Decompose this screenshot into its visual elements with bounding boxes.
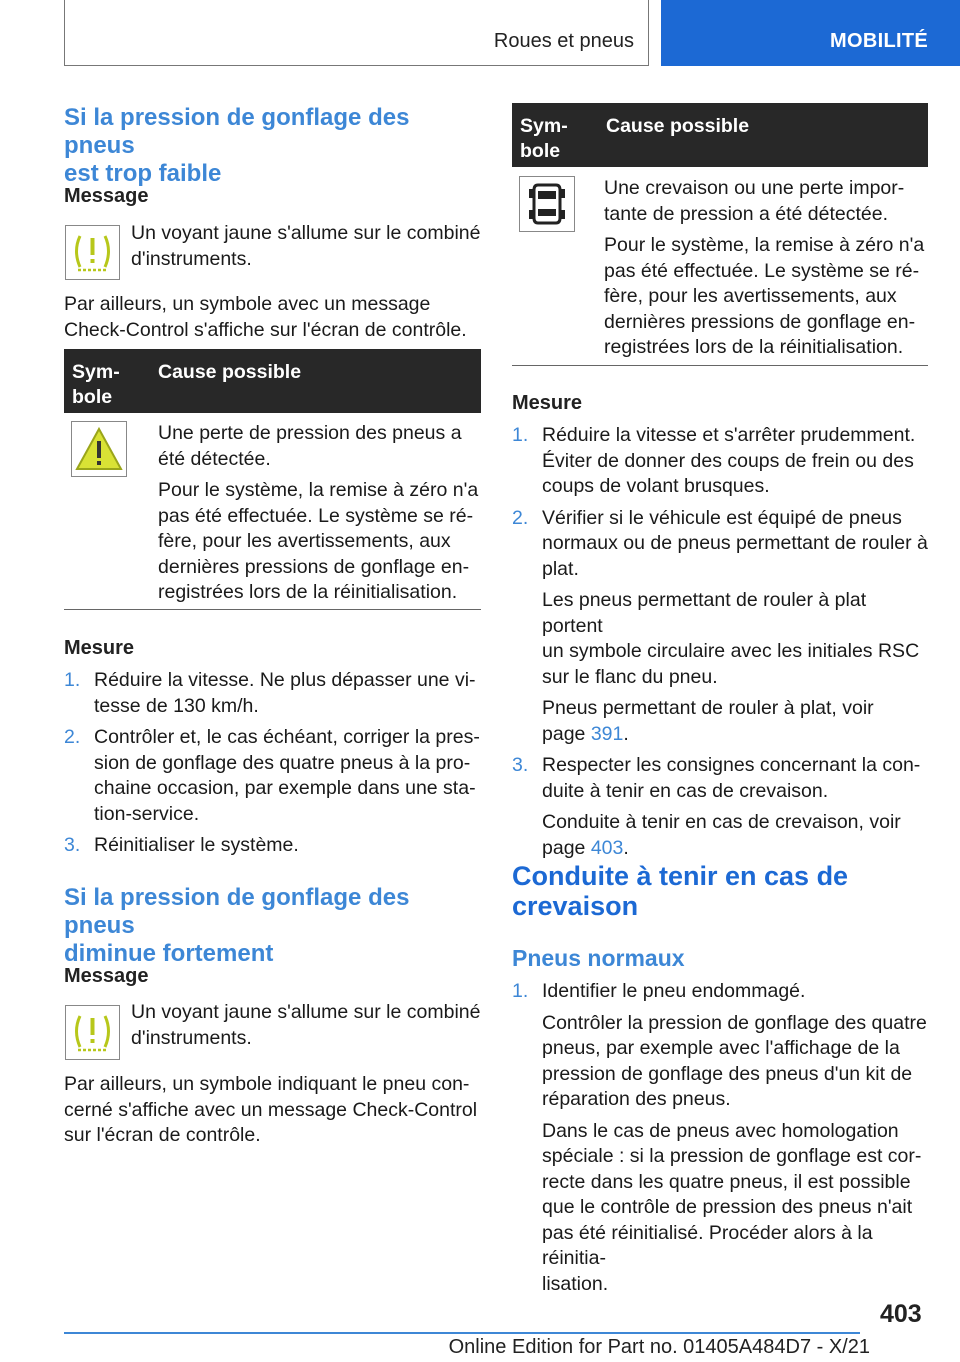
text-line: d'instruments.: [131, 247, 252, 270]
text-line: Éviter de donner des coups de frein ou des: [542, 449, 914, 472]
step-paragraph: [542, 1119, 932, 1298]
punctuation: .: [623, 722, 629, 745]
heading-pressure-low: [64, 104, 484, 188]
message-text: [131, 221, 481, 272]
text-line: page: [542, 836, 586, 859]
heading-flat-tire-procedure: [512, 861, 932, 921]
cause-paragraph: [604, 176, 928, 227]
table-bottom-rule: [64, 609, 481, 610]
heading-line: Si la pression de gonflage des pneus: [64, 104, 410, 159]
column-header-symbol: [520, 114, 590, 164]
text-line: que le contrôle de pression des pneus n'ait: [542, 1196, 913, 1218]
text-line: Réduire la vitesse. Ne plus dépasser une vi-: [94, 669, 476, 691]
text-line: page: [542, 722, 586, 745]
footer-rule: [64, 1332, 860, 1334]
header-chapter-tab[interactable]: [661, 0, 960, 66]
punctuation: .: [623, 836, 629, 859]
table-header: [64, 349, 481, 413]
text-line: un symbole circulaire avec les initiales RSC: [542, 640, 920, 662]
page-number: 403: [880, 1300, 922, 1328]
text-line: chaine occasion, par exemple dans une sta-: [94, 777, 476, 799]
text-line: plat.: [542, 557, 579, 580]
text-line: Un voyant jaune s'allume sur le combiné: [131, 1001, 481, 1023]
list-number: 3.: [512, 754, 529, 776]
text-line: lisation.: [542, 1272, 609, 1295]
text-line: pas été effectuée. Le système se ré-: [158, 504, 474, 527]
message-text: [131, 1000, 481, 1051]
cause-paragraph: [158, 478, 482, 606]
text-line: pas été réinitialisé. Procéder alors à la réinitia-: [542, 1221, 873, 1269]
list-number: 2.: [512, 506, 529, 529]
text-line: pression de gonflage des pneus d'un kit de: [542, 1062, 913, 1085]
text-line: tesse de 130 km/h.: [94, 694, 259, 717]
header-chapter-title: MOBILITÉ: [830, 30, 928, 52]
text-line: Conduite à tenir en cas de crevaison, voir: [542, 811, 901, 833]
message-label: Message: [64, 965, 149, 987]
page-link-403[interactable]: 403: [590, 836, 624, 859]
list-number: 1.: [64, 669, 81, 691]
step-paragraph: [542, 588, 932, 690]
text-line: été détectée.: [158, 447, 271, 470]
tire-pressure-warning-icon: [65, 1005, 120, 1060]
heading-line: est trop faible: [64, 160, 222, 187]
list-number: 1.: [512, 424, 529, 446]
text-line: Vérifier si le véhicule est équipé de pneus: [542, 506, 902, 529]
text-line: Check-Control s'affiche sur l'écran de contrôle.: [64, 318, 467, 341]
text-line: réparation des pneus.: [542, 1088, 731, 1110]
heading-pressure-drop: [64, 884, 484, 968]
text-line: recte dans les quatre pneus, il est possible: [542, 1170, 911, 1193]
measure-list: [64, 668, 484, 865]
text-line: sion de gonflage des quatre pneus à la pro-: [94, 751, 471, 774]
subheading-normal-tires: Pneus normaux: [512, 945, 685, 971]
step-paragraph: [542, 506, 932, 583]
text-line: pas été effectuée. Le système se ré-: [604, 259, 920, 282]
list-number: 1.: [512, 980, 529, 1002]
text-line: Réinitialiser le système.: [94, 834, 299, 856]
text-line: Une crevaison ou une perte impor-: [604, 177, 905, 199]
text-line: Pour le système, la remise à zéro n'a: [604, 234, 925, 256]
text-line: fère, pour les avertissements, aux: [158, 530, 451, 552]
text-line: Sym-: [520, 115, 568, 137]
text-line: normaux ou de pneus permettant de rouler à: [542, 532, 928, 554]
warning-triangle-icon: [71, 421, 127, 477]
text-line: bole: [72, 386, 113, 408]
text-line: dernières pressions de gonflage en-: [158, 555, 470, 578]
step-paragraph: [542, 979, 932, 1005]
heading-line: diminue fortement: [64, 940, 274, 967]
page-link-391[interactable]: 391: [590, 722, 624, 745]
text-line: dernières pressions de gonflage en-: [604, 310, 916, 333]
text-line: sur le flanc du pneu.: [542, 665, 718, 688]
text-line: Contrôler et, le cas échéant, corriger la pres-: [94, 726, 480, 748]
text-line: registrées lors de la réinitialisation.: [158, 581, 458, 603]
text-line: Un voyant jaune s'allume sur le combiné: [131, 222, 481, 244]
cause-paragraph: [604, 233, 928, 361]
text-line: tion-service.: [94, 802, 200, 825]
list-number: 3.: [64, 834, 81, 856]
column-header-cause: Cause possible: [158, 361, 302, 383]
heading-line: crevaison: [512, 891, 639, 921]
text-line: Par ailleurs, un symbole avec un message: [64, 293, 431, 315]
step-paragraph: [542, 810, 932, 861]
step-paragraph: [542, 1011, 932, 1113]
text-line: Respecter les consignes concernant la con-: [542, 754, 921, 776]
text-line: Contrôler la pression de gonflage des quatre: [542, 1011, 927, 1034]
mesure-label: Mesure: [64, 637, 135, 659]
text-line: Une perte de pression des pneus a: [158, 422, 462, 444]
list-item: [64, 668, 484, 719]
footer-edition: Online Edition for Part no. 01405A484D7 - X/21: [448, 1336, 870, 1358]
list-item: [512, 979, 932, 1297]
text-line: bole: [520, 140, 561, 162]
cause-paragraph: [158, 421, 482, 472]
column-header-cause: Cause possible: [606, 115, 750, 137]
paragraph-tire-symbol: [64, 1072, 484, 1149]
heading-line: Conduite à tenir en cas de: [512, 861, 849, 891]
list-item: [64, 725, 484, 827]
table-cause-cell: [604, 176, 928, 367]
car-tire-puncture-icon: [519, 176, 575, 232]
paragraph-checkcontrol: [64, 292, 484, 343]
list-item: [64, 833, 484, 859]
text-line: sur l'écran de contrôle.: [64, 1124, 261, 1146]
table-bottom-rule: [512, 365, 928, 366]
text-line: tante de pression a été détectée.: [604, 202, 889, 225]
text-line: duite à tenir en cas de crevaison.: [542, 779, 829, 802]
table-cause-cell: [158, 421, 482, 612]
tire-pressure-warning-icon: [65, 225, 120, 280]
text-line: Dans le cas de pneus avec homologation: [542, 1119, 899, 1142]
text-line: Sym-: [72, 361, 120, 383]
heading-line: Si la pression de gonflage des pneus: [64, 884, 410, 939]
text-line: Pour le système, la remise à zéro n'a: [158, 479, 479, 501]
message-label: Message: [64, 185, 149, 207]
measure-list: [512, 423, 932, 867]
text-line: cerné s'affiche avec un message Check-Control: [64, 1098, 478, 1121]
text-line: Identifier le pneu endommagé.: [542, 980, 806, 1002]
list-number: 2.: [64, 726, 81, 748]
step-paragraph: [542, 753, 932, 804]
list-item: [512, 506, 932, 748]
text-line: spéciale : si la pression de gonflage est cor-: [542, 1145, 922, 1167]
text-line: Par ailleurs, un symbole indiquant le pneu con-: [64, 1073, 470, 1095]
column-header-symbol: [72, 360, 142, 410]
text-line: Les pneus permettant de rouler à plat portent: [542, 589, 867, 637]
step-paragraph: [542, 696, 932, 747]
header-section-box: [64, 0, 649, 66]
header-section-title: Roues et pneus: [493, 30, 634, 52]
table-header: [512, 103, 928, 167]
list-item: [512, 753, 932, 861]
text-line: fère, pour les avertissements, aux: [604, 285, 897, 307]
text-line: Réduire la vitesse et s'arrêter prudemment.: [542, 424, 916, 446]
text-line: pneus, par exemple avec l'affichage de la: [542, 1037, 900, 1059]
text-line: d'instruments.: [131, 1026, 252, 1049]
text-line: coups de volant brusques.: [542, 475, 770, 497]
list-item: [512, 423, 932, 500]
text-line: registrées lors de la réinitialisation.: [604, 336, 904, 358]
procedure-list: [512, 979, 932, 1303]
text-line: Pneus permettant de rouler à plat, voir: [542, 697, 874, 719]
mesure-label: Mesure: [512, 392, 583, 414]
